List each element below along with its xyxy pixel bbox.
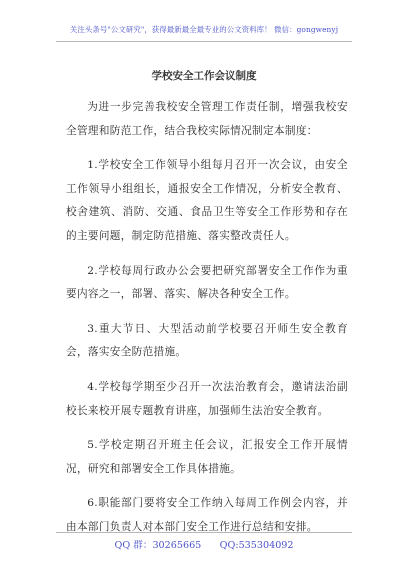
clause-5: 5.学校定期召开班主任会议，汇报安全工作开展情况，研究和部署安全工作具体措施。 xyxy=(66,439,348,475)
clause-3: 3.重大节日、大型活动前学校要召开师生安全教育会，落实安全防范措施。 xyxy=(66,322,348,359)
intro-paragraph: 为进一步完善我校安全管理工作责任制，增强我校安全管理和防范工作，结合我校实际情况制定本制度： xyxy=(66,101,348,137)
document-title: 学校安全工作会议制度 xyxy=(151,70,257,82)
document-body xyxy=(66,96,348,551)
clause-2: 2.学校每周行政办公会要把研究部署安全工作作为重要内容之一，部署、落实、解决各种安全工作。 xyxy=(66,264,348,301)
header-divider xyxy=(56,41,352,42)
clause-1: 1.学校安全工作领导小组每月召开一次会议，由安全工作领导小组组长，通报安全工作情况，分析安全教育、校舍建筑、消防、交通、食品卫生等安全工作形势和存在的主要问题，制定防范措施、落实整改责任人。 xyxy=(66,159,348,242)
footer-divider xyxy=(56,532,352,533)
header-note: 关注头条号"公文研究"，获得最新最全最专业的公文资料库！ 微信：gongwenyj xyxy=(69,25,339,34)
clause-6: 6.职能部门要将安全工作纳入每周工作例会内容，并由本部门负责人对本部门安全工作进行总结和安排。 xyxy=(66,497,348,533)
qq-group-label: QQ 群：30265665 xyxy=(114,540,202,551)
clause-4: 4.学校每学期至少召开一次法治教育会，邀请法治副校长来校开展专题教育讲座，加强师生法治安全教育。 xyxy=(66,380,348,417)
qq-contact-label: QQ:535304092 xyxy=(219,540,294,551)
footer-note xyxy=(0,537,408,551)
